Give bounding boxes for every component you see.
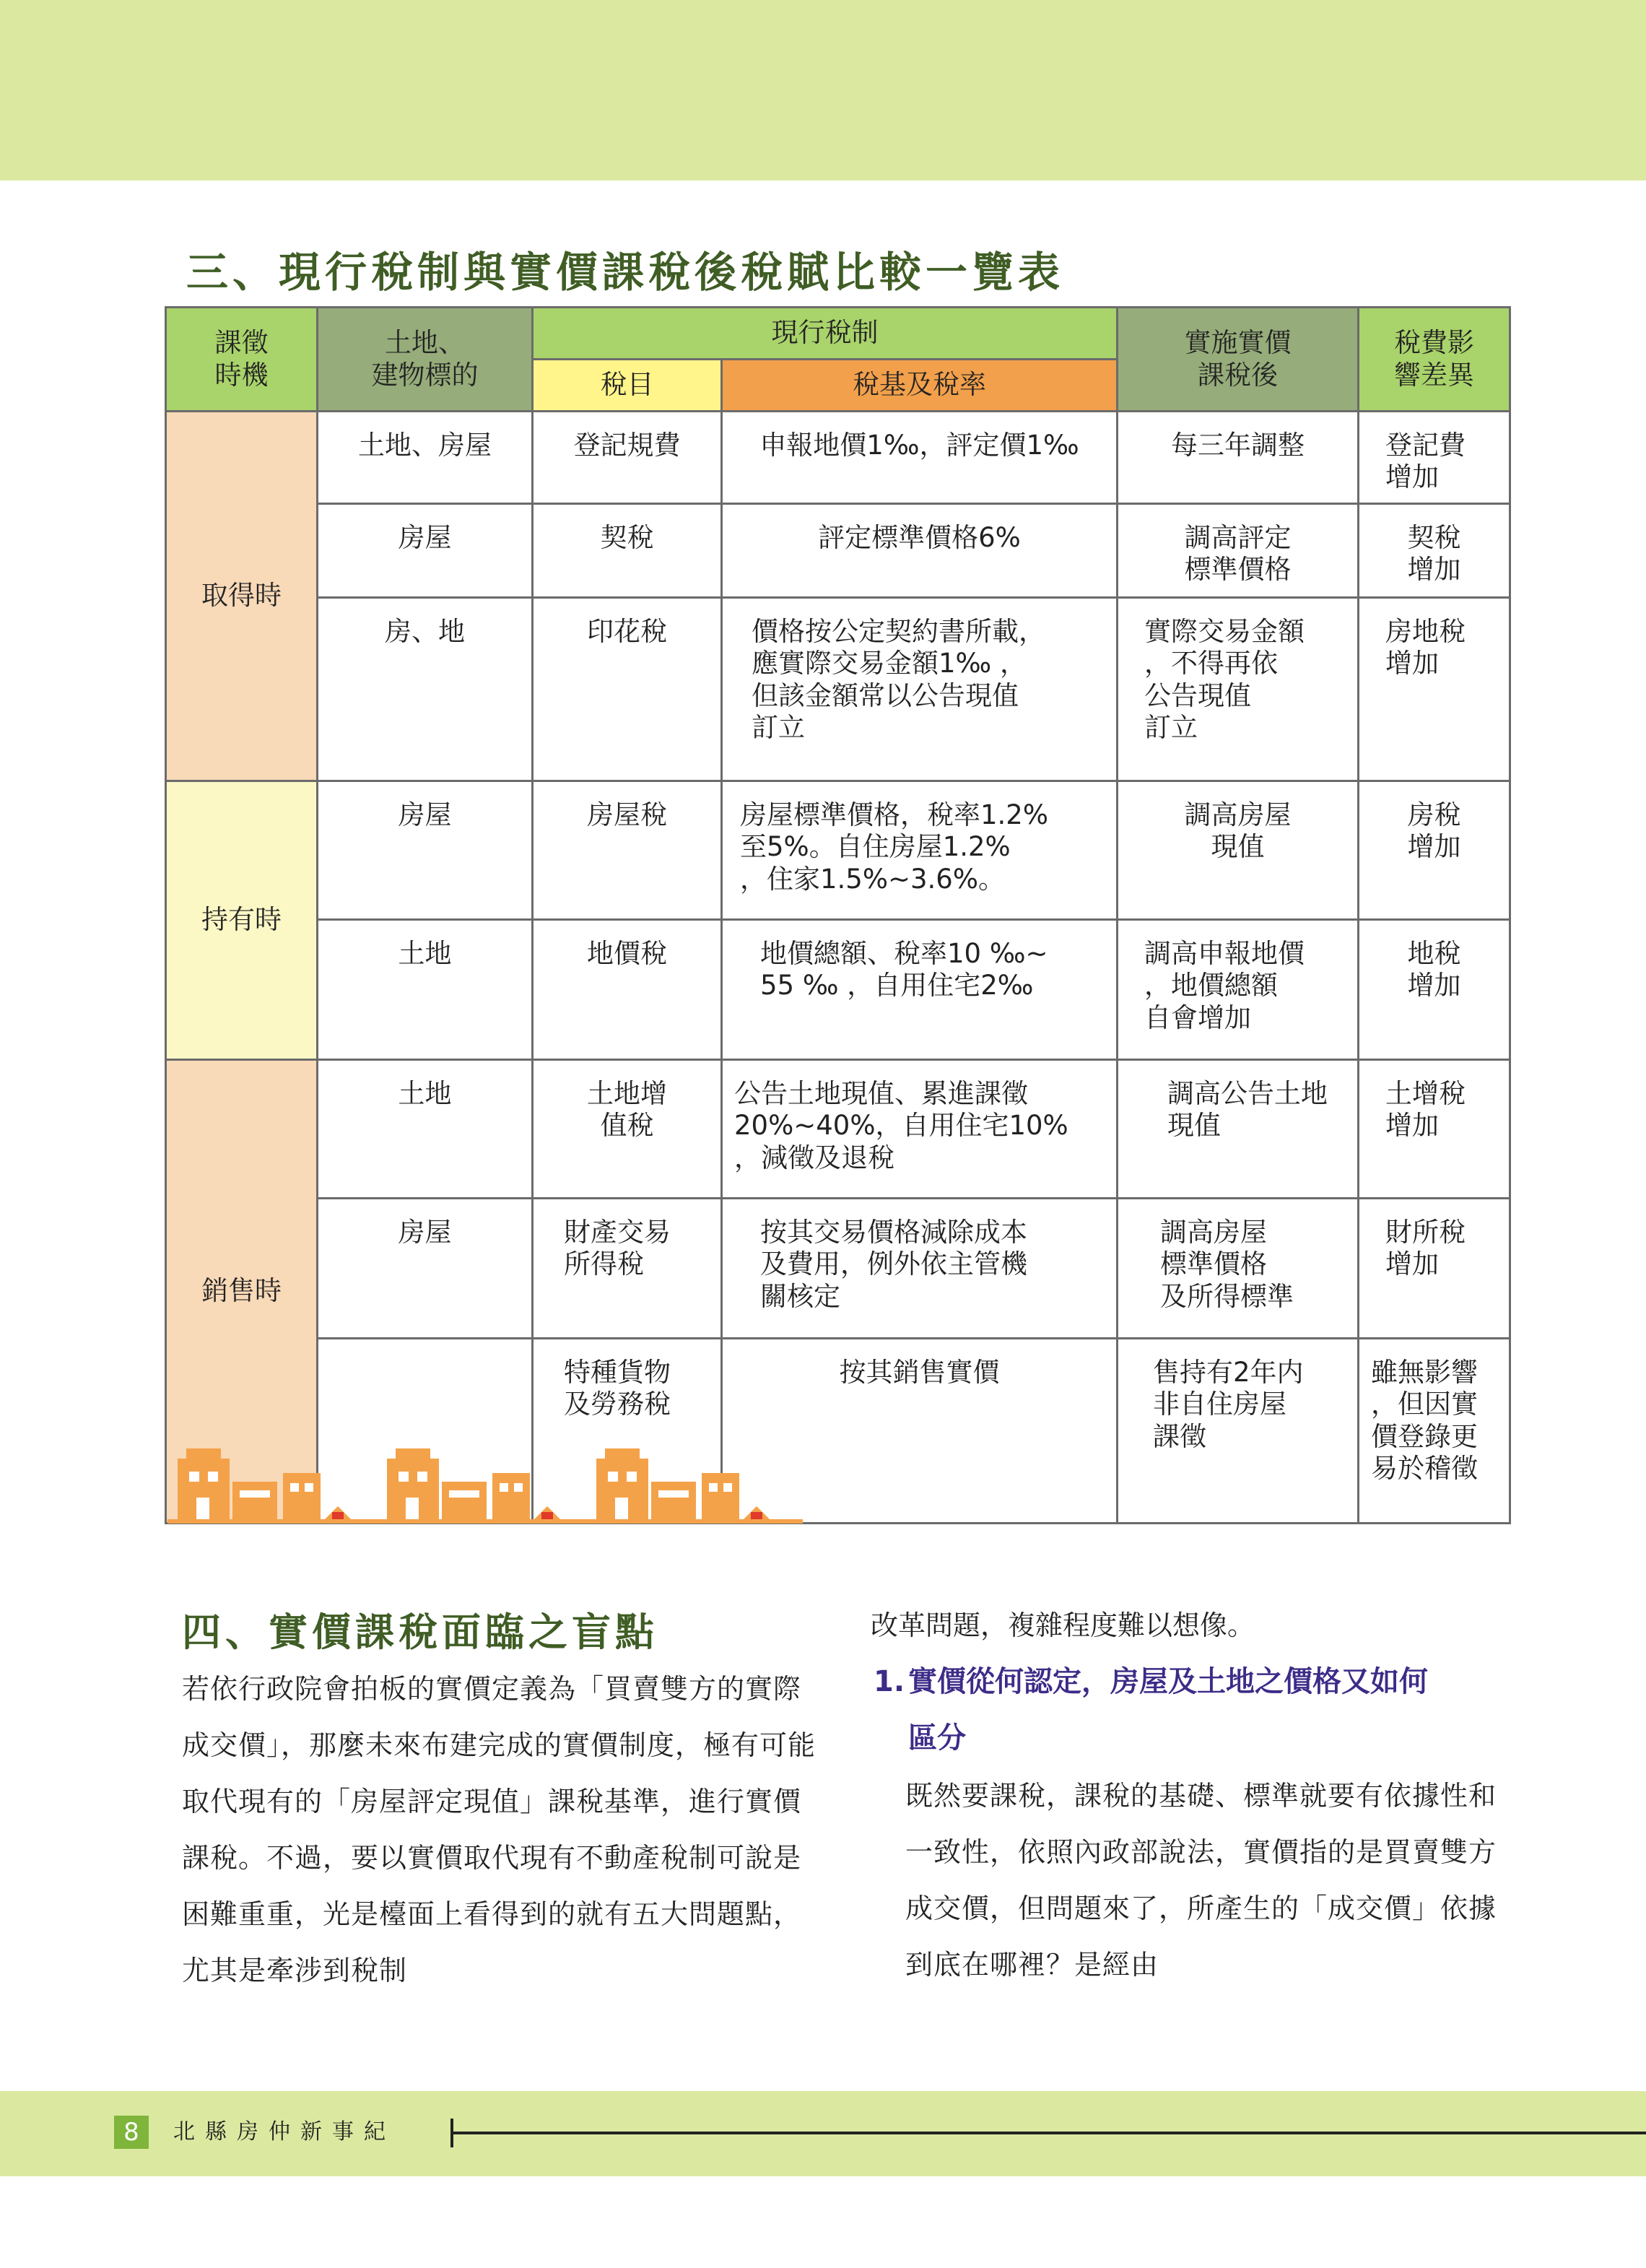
section-hold: 持有時	[166, 781, 318, 1060]
top-header-band	[0, 0, 1646, 181]
cell-base: 房屋標準價格，稅率1.2% 至5%。自住房屋1.2% ，住家1.5%~3.6%。	[722, 781, 1118, 920]
cell-subject: 土地、房屋	[318, 412, 533, 504]
cell-item: 財產交易 所得稅	[533, 1199, 722, 1339]
table-row	[166, 504, 1510, 598]
cell-diff: 房稅 增加	[1359, 781, 1510, 920]
table-row	[166, 920, 1510, 1060]
cell-diff: 土增稅 增加	[1359, 1060, 1510, 1199]
buildings-illustration	[167, 1443, 803, 1526]
cell-diff: 財所稅 增加	[1359, 1199, 1510, 1339]
cell-base: 評定標準價格6%	[722, 504, 1118, 598]
cell-item: 房屋稅	[533, 781, 722, 920]
cell-item: 土地增 值稅	[533, 1060, 722, 1199]
cell-after: 調高評定 標準價格	[1118, 504, 1359, 598]
header-current-system: 現行稅制	[533, 308, 1118, 360]
cell-subject: 房屋	[318, 504, 533, 598]
cell-item: 登記規費	[533, 412, 722, 504]
page-number: 8	[114, 2116, 149, 2149]
section3-title: 三、現行稅制與實價課稅後稅賦比較一覽表	[186, 248, 1065, 297]
header-tax-base: 稅基及稅率	[722, 360, 1118, 412]
cell-subject: 房、地	[318, 598, 533, 781]
header-timing: 課徵 時機	[166, 308, 318, 412]
cell-subject: 土地	[318, 920, 533, 1060]
cell-item: 契稅	[533, 504, 722, 598]
header-tax-item: 稅目	[533, 360, 722, 412]
cell-after: 售持有2年内 非自住房屋 課徵	[1118, 1339, 1359, 1524]
cell-base: 價格按公定契約書所載， 應實際交易金額1‰ ， 但該金額常以公告現值 訂立	[722, 598, 1118, 781]
cell-item: 地價稅	[533, 920, 722, 1060]
cell-subject: 房屋	[318, 1199, 533, 1339]
cell-diff: 雖無影響 ，但因實 價登錄更 易於稽徵	[1359, 1339, 1510, 1524]
tax-comparison-table	[165, 306, 1511, 1524]
cell-diff: 地稅 增加	[1359, 920, 1510, 1060]
subheading-1	[874, 1654, 1509, 1766]
section-acquire: 取得時	[166, 412, 318, 781]
subheading-line2: 區分	[908, 1721, 966, 1755]
header-difference: 稅費影 響差異	[1359, 308, 1510, 412]
cell-after: 調高申報地價 ，地價總額 自會增加	[1118, 920, 1359, 1060]
section-sell: 銷售時	[166, 1060, 318, 1524]
cell-diff: 登記費 增加	[1359, 412, 1510, 504]
cell-after: 實際交易金額 ，不得再依 公告現值 訂立	[1118, 598, 1359, 781]
publication-title: 北縣房仲新事紀	[173, 2119, 396, 2145]
section4-left-paragraph: 若依行政院會拍板的實價定義為「買賣雙方的實際成交價」，那麼未來布建完成的實價制度，極有可能取代現有的「房屋評定現值」課稅基準，進行實價課稅。不過，要以實價取代現有不動產稅制可說是困難重重，光是檯面上看得到的就有五大問題點，尤其是牽涉到稅制	[182, 1673, 817, 1986]
cell-item: 印花稅	[533, 598, 722, 781]
cell-base: 申報地價1‰，評定價1‰	[722, 412, 1118, 504]
table-row	[166, 1060, 1510, 1199]
cell-subject: 土地	[318, 1060, 533, 1199]
section4-right-continuation: 改革問題，複雜程度難以想像。	[871, 1609, 1255, 1641]
cell-after: 調高房屋 標準價格 及所得標準	[1118, 1199, 1359, 1339]
table-row	[166, 1199, 1510, 1339]
cell-after: 每三年調整	[1118, 412, 1359, 504]
cell-base: 地價總額、稅率10 ‰~ 55 ‰ ，自用住宅2‰	[722, 920, 1118, 1060]
table-row	[166, 598, 1510, 781]
header-subject: 土地、 建物標的	[318, 308, 533, 412]
cell-subject: 房屋	[318, 781, 533, 920]
table-row	[166, 781, 1510, 920]
cell-base: 按其交易價格減除成本 及費用，例外依主管機 關核定	[722, 1199, 1118, 1339]
cell-diff: 房地稅 增加	[1359, 598, 1510, 781]
subheading-number: 1.	[874, 1665, 905, 1698]
section4-title: 四、實價課稅面臨之盲點	[182, 1609, 658, 1655]
cell-diff: 契稅 增加	[1359, 504, 1510, 598]
cell-after: 調高房屋 現值	[1118, 781, 1359, 920]
subheading-line1: 實價從何認定，房屋及土地之價格又如何	[908, 1665, 1428, 1698]
cell-item: 特種貨物 及勞務稅	[533, 1339, 722, 1524]
header-after-reform: 實施實價 課稅後	[1118, 308, 1359, 412]
cell-base: 公告土地現值、累進課徵 20%~40%，自用住宅10% ，減徵及退稅	[722, 1060, 1118, 1199]
cell-after: 調高公告土地 現值	[1118, 1060, 1359, 1199]
table-row	[166, 412, 1510, 504]
cell-base: 按其銷售實價	[722, 1339, 1118, 1524]
section4-right-paragraph: 既然要課稅，課稅的基礎、標準就要有依據性和一致性，依照內政部說法，實價指的是買賣雙方成交價，但問題來了，所產生的「成交價」依據到底在哪裡？是經由	[905, 1780, 1497, 1981]
footer-rule-line	[453, 2132, 1646, 2134]
